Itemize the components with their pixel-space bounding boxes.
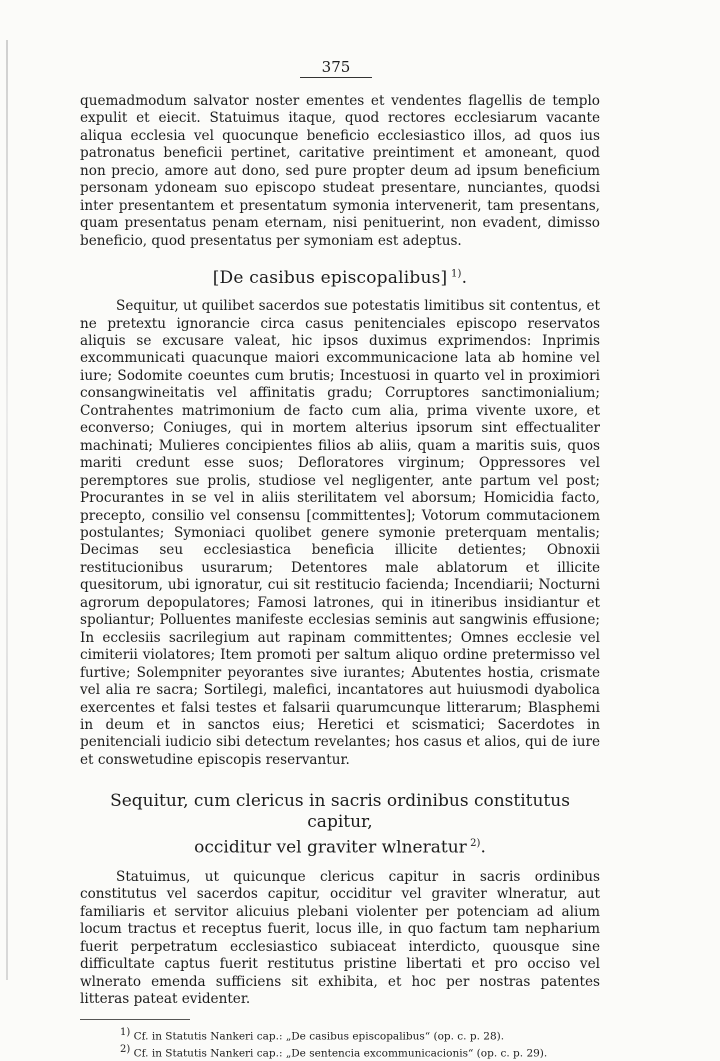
- heading-text: [De casibus episcopalibus]: [212, 268, 448, 289]
- section-heading-de-casibus: [De casibus episcopalibus] $^{1)}$.: [212, 268, 468, 289]
- paragraph-2: Sequitur, ut quilibet sacerdos sue potestatis limitibus sit contentus, et ne pretextu ignorancie circa casus penitenciales episcopo reservatos aliquis se excusare valeat, hic ipsos duximus exprimendos: Inprimis excommunicati quacunque maiori excommunicacione lata ab homine vel iure; Sodomite coeuntes cum brutis; Incestuosi in quarto vel in proximiori consangwineitatis vel affinitatis gradu; Corruptores sanctimonialium; Contrahentes matrimonium de facto cum alia, prima vivente uxore, et econverso; Coniuges, qui in mortem alterius ipsorum sint effectualiter machinati; Mulieres concipientes filios ab aliis, quam a maritis suis, quos mariti credunt esse suos; Defloratores virginum; Oppressores vel peremptores sue prolis, studiose vel negligenter, ante partum vel post; Procurantes in se vel in aliis sterilitatem vel aborsum; Homicidia facto, precepto, consilio vel consensu [committentes]; Votorum commutacionem postulantes; Symoniaci quolibet genere symonie preterquam mentalis; Decimas seu ecclesiastica beneficia illicite detientes; Obnoxii restitucionibus usurarum; Detentores male ablatorum et illicite quesitorum, ubi ignoratur, cui sit restitucio facienda; Incendiarii; Nocturni agrorum depopulatores; Famosi latrones, qui in itineribus insidiantur et spoliantur; Polluentes manifeste ecclesias seminis aut sangwinis effusione; In ecclesiis sacrilegium aut rapinam committentes; Omnes ecclesie vel cimiterii violatores; Item promoti per saltum aliquo ordine pretermisso vel furtive; Solempniter peyorantes sive iurantes; Abutentes hostia, crismate vel alia re sacra; Sortilegi, malefici, incantatores aut huiusmodi dyabolica exercentes et falsi testes et falsarii quarumcunque litterarum; Blasphemi in deum et in sanctos eius; Heretici et scismatici; Sacerdotes in penitenciali iudicio sibi detectum revelantes; hos casus et alios, qui de iure et conswetudine episcopis reservantur.: [80, 298, 600, 768]
- page-body: [80, 93, 600, 1061]
- page-number: 375: [300, 58, 372, 78]
- page-edge-shadow: [6, 40, 8, 980]
- footnote-ref-2[interactable]: 2): [470, 838, 481, 850]
- footnote-text: Cf. in Statutis Nankeri cap.: „De casibus episcopalibus“ (op. c. p. 28).: [133, 1030, 505, 1043]
- section-heading-sequitur: Sequitur, cum clericus in sacris ordinibus constitutus capitur, occiditur vel graviter wlneratur $^{2)}$.: [110, 791, 570, 858]
- paragraph-3: Statuimus, ut quicunque clericus capitur in sacris ordinibus constitutus vel sacerdos capitur, occiditur vel graviter wlneratur, aut familiaris et servitor alicuius plebani violenter per potenciam ad alium locum tractus et receptus fuerit, locus ille, in quo factum tam nepharium fuerit perpetratum ecclesiastico subiaceat interdicto, quousque sine difficultate captus fuerit restitutus pristine libertati et pro occiso vel wlnerato emenda sufficiens sit exhibita, et hoc per nostras patentes litteras pateat evidenter.: [80, 868, 600, 1008]
- footnote-text: Cf. in Statutis Nankeri cap.: „De sentencia excommunicacionis“ (op. c. p. 29).: [133, 1047, 548, 1060]
- footnote-mark: 1): [120, 1026, 131, 1038]
- paragraph-1: quemadmodum salvator noster ementes et vendentes flagellis de templo expulit et eiecit. Statuimus itaque, quod rectores ecclesiarum vacante aliqua ecclesia vel quocunque beneficio ecclesiastico illos, ad quos ius patronatus beneficii pertinet, caritative preintiment et amoneant, quod non precio, amore aut dono, sed pure propter deum ad ipsum beneficium personam ydoneam suo episcopo studeat presentare, nunciantes, quodsi inter presentantem et presentatum symonia intervenerit, tam presentans, quam presentatus penam eternam, nisi penituerint, non evadent, dimisso beneficio, quod presentatus per symoniam est adeptus.: [80, 93, 600, 249]
- footnote-2: [80, 1043, 600, 1061]
- footnote-1: [80, 1026, 600, 1044]
- heading-line-2: occiditur vel graviter wlneratur: [194, 837, 467, 858]
- footnote-ref-1[interactable]: 1): [450, 268, 462, 280]
- footnote-mark: 2): [120, 1044, 131, 1056]
- heading-line-1: Sequitur, cum clericus in sacris ordinibus constitutus capitur,: [110, 791, 570, 833]
